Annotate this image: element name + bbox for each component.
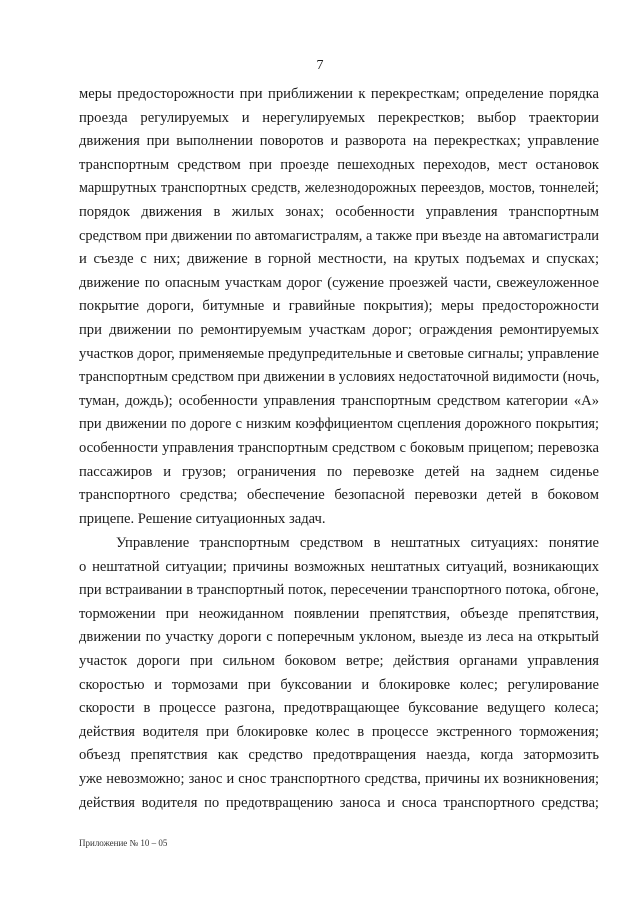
text-line: действия водителя при блокировке колес в процессе экстренного торможения; (79, 723, 599, 740)
text-line: движение по опасным участкам дорог (сужение проезжей части, свежеуложенное (79, 274, 599, 291)
text-line: торможении при неожиданном появлении препятствия, объезде препятствия, (79, 605, 599, 622)
text-line: скорости в процессе разгона, предотвращающее буксование ведущего колеса; (79, 700, 599, 717)
text-line: меры предосторожности при приближении к перекресткам; определение порядка (79, 86, 599, 102)
paragraph-2 (79, 532, 599, 815)
text-line: покрытие дороги, битумные и гравийные покрытия); меры предосторожности (79, 298, 599, 315)
text-line: объезд препятствия как средство предотвращения наезда, когда затормозить (79, 747, 599, 764)
text-line: движении по участку дороги с поперечным уклоном, выезде из леса на открытый (79, 629, 599, 646)
text-line: при встраивании в транспортный поток, пересечении транспортного потока, обгоне, (79, 582, 599, 599)
text-line: при движении по дороге с низким коэффициентом сцепления дорожного покрытия; (79, 416, 599, 433)
text-line: участков дорог, применяемые предупредительные и световые сигналы; управление (79, 345, 599, 362)
text-line: участок дороги при сильном боковом ветре; действия органами управления (79, 652, 599, 669)
text-line: Управление транспортным средством в нештатных ситуациях: понятие (116, 535, 599, 551)
text-line: о нештатной ситуации; причины возможных нештатных ситуаций, возникающих (79, 558, 599, 575)
text-line: транспортным средством при проезде пешеходных переходов, мест остановок (79, 156, 599, 173)
text-line: проезда регулируемых и нерегулируемых перекрестков; выбор траектории (79, 109, 599, 126)
text-line: особенности управления транспортным средством с боковым прицепом; перевозка (79, 439, 599, 456)
text-line: транспортного средства; обеспечение безопасной перевозки детей в боковом (79, 487, 599, 504)
text-line: маршрутных транспортных средств, железнодорожных переездов, мостов, тоннелей; (79, 180, 599, 197)
text-line: туман, дождь); особенности управления транспортным средством категории «А» (79, 392, 599, 409)
page-number: 7 (316, 58, 324, 73)
text-line: движения при выполнении поворотов и разворота на перекрестках; управление (79, 133, 599, 150)
text-line: и съезде с них; движение в горной местности, на крутых подъемах и спусках; (79, 251, 599, 268)
text-line: скоростью и тормозами при буксовании и блокировке колес; регулирование (79, 676, 599, 693)
page-footer: Приложение № 10 – 05 (79, 838, 168, 848)
paragraph-1 (79, 83, 599, 531)
text-line: прицепе. Решение ситуационных задач. (79, 510, 326, 527)
text-line: действия водителя по предотвращению заноса и сноса транспортного средства; (79, 794, 599, 811)
text-line: порядок движения в жилых зонах; особенности управления транспортным (79, 203, 599, 220)
text-line: при движении по ремонтируемым участкам дорог; ограждения ремонтируемых (79, 321, 599, 338)
text-line: уже невозможно; занос и снос транспортного средства, причины их возникновения; (79, 770, 599, 787)
text-line: транспортным средством при движении в условиях недостаточной видимости (ночь, (79, 369, 600, 386)
text-line: средством при движении по автомагистралям, а также при въезде на автомагистрали (79, 227, 599, 244)
text-line: пассажиров и грузов; ограничения по перевозке детей на заднем сиденье (79, 463, 599, 480)
